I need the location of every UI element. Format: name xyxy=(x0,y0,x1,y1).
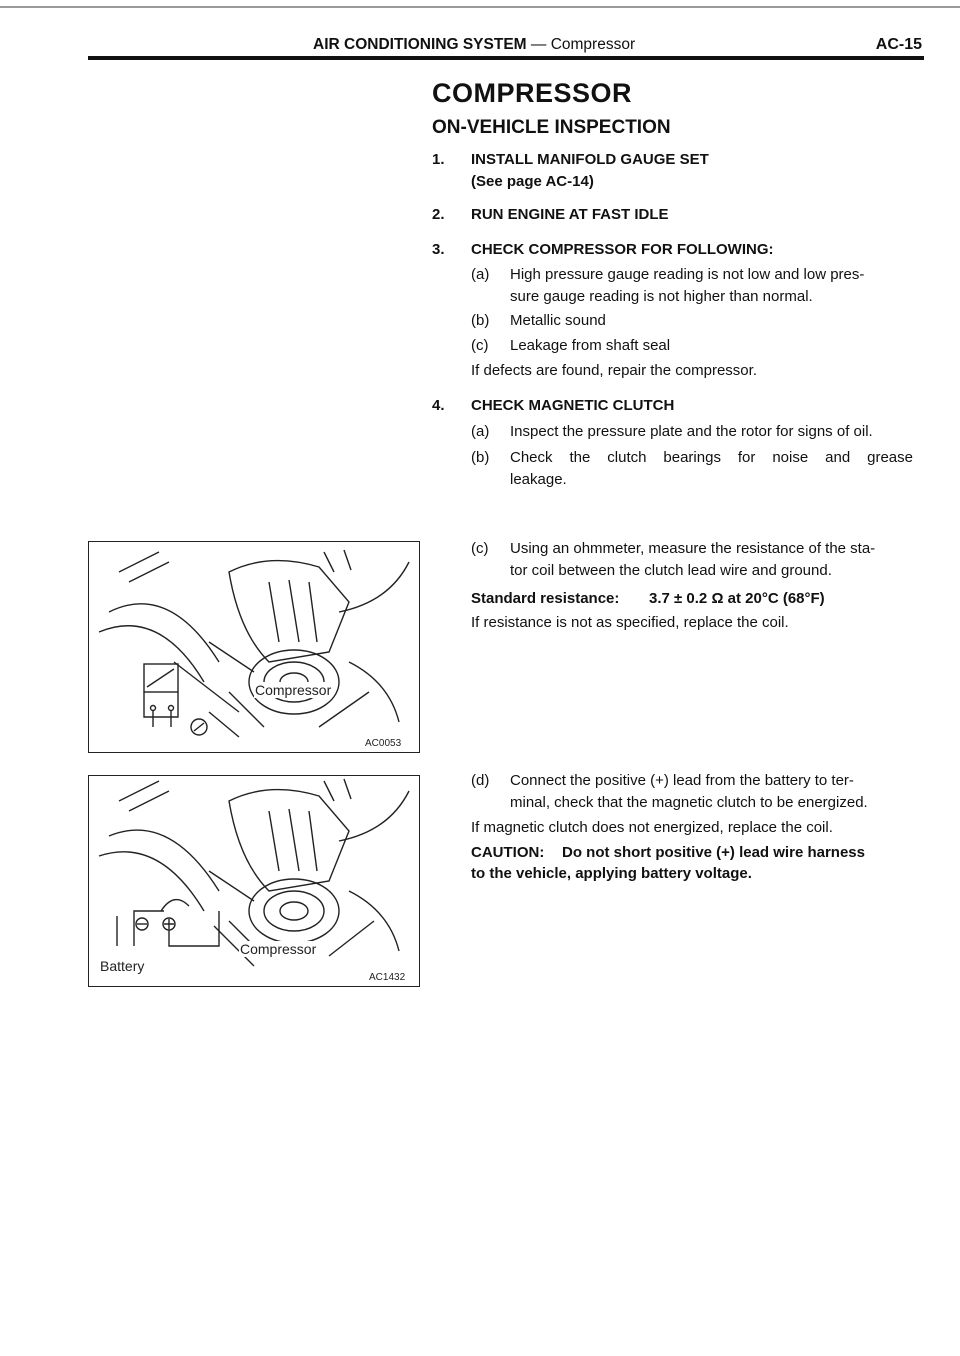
step-1-note: (See page AC-14) xyxy=(471,173,594,190)
step-4a-letter: (a) xyxy=(471,423,490,440)
step-4d-letter: (d) xyxy=(471,772,490,789)
step-4d-line1: Connect the positive (+) lead from the battery to ter- xyxy=(510,772,854,789)
step-4b-letter: (b) xyxy=(471,449,490,466)
step-3a-line1: High pressure gauge reading is not low and low pres- xyxy=(510,266,865,283)
step-4-label: CHECK MAGNETIC CLUTCH xyxy=(471,397,675,414)
step-3b-line1: Metallic sound xyxy=(510,312,606,329)
step-2-label: RUN ENGINE AT FAST IDLE xyxy=(471,206,669,223)
figure-ohmmeter xyxy=(88,541,420,753)
step-3-number: 3. xyxy=(432,241,445,258)
caution-label: CAUTION: xyxy=(471,844,545,861)
page-title: COMPRESSOR xyxy=(432,78,633,108)
clutch-after: If magnetic clutch does not energized, replace the coil. xyxy=(471,819,833,836)
top-rule xyxy=(0,6,960,8)
header-title xyxy=(313,36,635,54)
header-section: AIR CONDITIONING SYSTEM xyxy=(313,36,527,53)
step-3a-letter: (a) xyxy=(471,266,490,283)
step-4c-line1: Using an ohmmeter, measure the resistance of the sta- xyxy=(510,540,876,557)
step-3b-letter: (b) xyxy=(471,312,490,329)
step-4c-letter: (c) xyxy=(471,540,489,557)
step-3c-letter: (c) xyxy=(471,337,489,354)
step-2-number: 2. xyxy=(432,206,445,223)
header-rule xyxy=(88,56,924,60)
header-subsection: Compressor xyxy=(550,36,636,53)
step-3a-line2: sure gauge reading is not higher than normal. xyxy=(510,288,813,305)
step-4-number: 4. xyxy=(432,397,445,414)
figure-1-code: AC0053 xyxy=(365,738,402,749)
caution-line2: to the vehicle, applying battery voltage. xyxy=(471,865,752,882)
spec-value: 3.7 ± 0.2 Ω at 20°C (68°F) xyxy=(649,590,825,607)
ohmmeter-illustration xyxy=(89,542,419,752)
figure-1-compressor-label: Compressor xyxy=(255,682,332,698)
figure-2-compressor-label: Compressor xyxy=(240,941,317,957)
step-3c-line1: Leakage from shaft seal xyxy=(510,337,671,354)
step-1-label: INSTALL MANIFOLD GAUGE SET xyxy=(471,151,709,168)
page-number: AC-15 xyxy=(875,36,922,53)
caution-line1: Do not short positive (+) lead wire harness xyxy=(562,844,865,861)
figure-2-battery-label: Battery xyxy=(100,958,145,974)
step-4a-line1: Inspect the pressure plate and the rotor for signs of oil. xyxy=(510,423,873,440)
step-4d-line2: minal, check that the magnetic clutch to be energized. xyxy=(510,794,868,811)
step-1-number: 1. xyxy=(432,151,445,168)
step-4c-line2: tor coil between the clutch lead wire and ground. xyxy=(510,562,832,579)
step-4b-line2: leakage. xyxy=(510,471,567,488)
figure-battery xyxy=(88,775,420,987)
step-3-label: CHECK COMPRESSOR FOR FOLLOWING: xyxy=(471,241,774,258)
step-4b-line1: Check the clutch bearings for noise and grease xyxy=(510,449,913,466)
spec-label: Standard resistance: xyxy=(471,590,620,607)
page-header xyxy=(88,30,924,64)
figure-2-code: AC1432 xyxy=(369,972,406,983)
spec-after: If resistance is not as specified, replace the coil. xyxy=(471,614,789,631)
header-dash: — xyxy=(530,36,547,53)
section-title: ON-VEHICLE INSPECTION xyxy=(432,117,671,138)
step-3-after: If defects are found, repair the compressor. xyxy=(471,362,757,379)
